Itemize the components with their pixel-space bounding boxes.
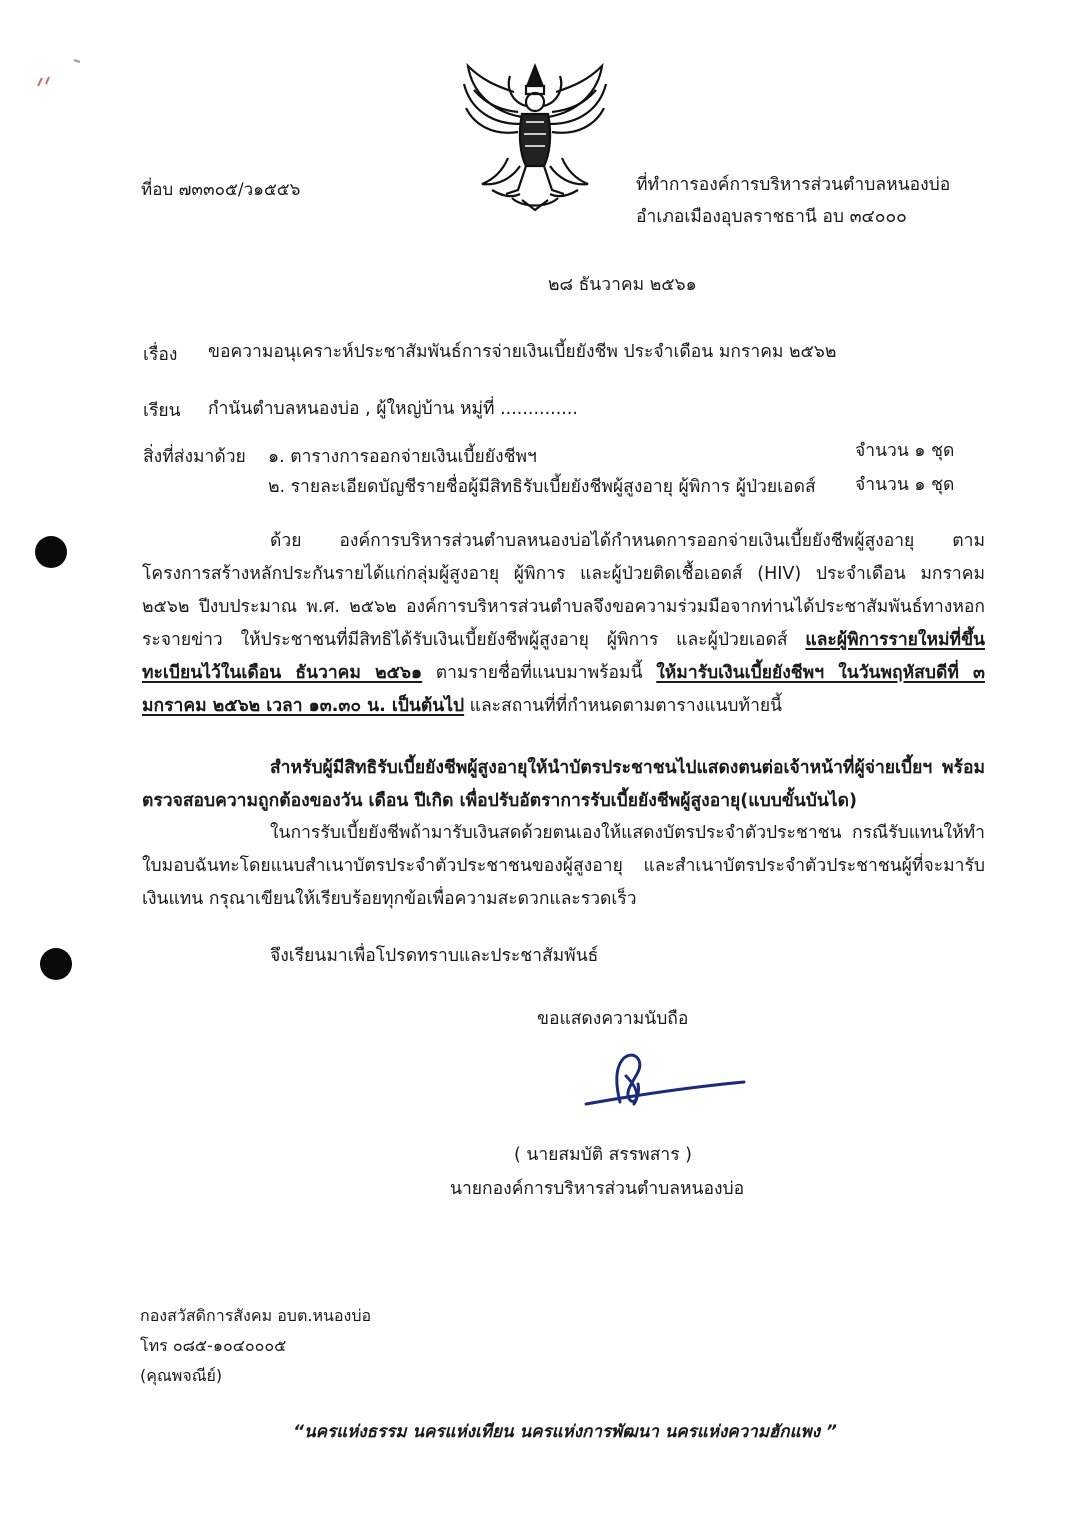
salutation-to-text: กำนันตำบลหนองบ่อ , ผู้ใหญ่บ้าน หมู่ที่ .............. (208, 399, 578, 419)
stray-ink-mark (36, 56, 86, 96)
body-paragraph-3 (142, 817, 985, 916)
body-p1-location: และสถานที่ที่กำหนดตามตารางแนบท้ายนี้ (464, 696, 783, 716)
body-paragraph-2 (142, 752, 985, 818)
enclosures-label: สิ่งที่ส่งมาด้วย (143, 447, 246, 467)
handwritten-signature (580, 1046, 750, 1116)
footer-department: กองสวัสดิการสังคม อบต.หนองบ่อ (140, 1306, 372, 1325)
footer-slogan: “นครแห่งธรรม นครแห่งเทียน นครแห่งการพัฒนา นครแห่งความฮักแพง ” (293, 1422, 837, 1442)
letter-date: ๒๘ ธันวาคม ๒๕๖๑ (548, 275, 697, 295)
enclosure-item-1-qty: จำนวน ๑ ชุด (855, 441, 955, 461)
punch-hole-bottom (40, 948, 72, 980)
body-p1-attached: ตามรายชื่อที่แนบมาพร้อมนี้ (422, 663, 657, 683)
punch-hole-top (35, 536, 67, 568)
subject-text: ขอความอนุเคราะห์ประชาสัมพันธ์การจ่ายเงินเบี้ยยังชีพ ประจำเดือน มกราคม ๒๕๖๒ (208, 342, 837, 362)
body-p1-new-registrants: และผู้พิการรายใหม่ที่ขึ้นทะเบียนไว้ในเดือน ธันวาคม ๒๕๖๑ (142, 630, 985, 683)
body-paragraph-1 (142, 525, 985, 723)
body-p1-payment-date: ให้มารับเงินเบี้ยยังชีพฯ ในวันพฤหัสบดีที่ ๓ มกราคม ๒๕๖๒ เวลา ๑๓.๓๐ น. เป็นต้นไป (142, 663, 986, 716)
subject-label: เรื่อง (143, 345, 178, 365)
footer-phone: โทร ๐๘๕-๑๐๔๐๐๐๕ (140, 1336, 287, 1355)
enclosure-item-1: ๑. ตารางการออกจ่ายเงินเบี้ยยังชีพฯ (268, 447, 537, 467)
closing-salutation: ขอแสดงความนับถือ (537, 1009, 689, 1029)
sender-address-line1: ที่ทำการองค์การบริหารส่วนตำบลหนองบ่อ (636, 175, 951, 195)
sender-address-line2: อำเภอเมืองอุบลราชธานี อบ ๓๔๐๐๐ (636, 207, 907, 227)
garuda-emblem-icon (462, 62, 608, 212)
body-p2-text: สำหรับผู้มีสิทธิรับเบี้ยยังชีพผู้สูงอายุให้นำบัตรประชาชนไปแสดงตนต่อเจ้าหน้าที่ผู้จ่ายเบี้ยฯ พร้อมตรวจสอบความถูกต้องของวัน เดือน ปีเกิด เพื่อปรับอัตราการรับเบี้ยยังชีพผู้สูงอายุ(แบบขั้นบันได) (142, 758, 985, 811)
body-p1-intro: ด้วย องค์การบริหารส่วนตำบลหนองบ่อได้กำหนดการออกจ่ายเงินเบี้ยยังชีพผู้สูงอายุ ตามโครงการสร้างหลักประกันรายได้แก่กลุ่มผู้สูงอายุ ผู้พิการ และผู้ป่วยติดเชื้อเอดส์ (HIV) ประจำเดือน มกราคม ๒๕๖๒ ปีงบประมาณ พ.ศ. ๒๕๖๒ องค์การบริหารส่วนตำบลจึงขอความร่วมมือจากท่านได้ประชาสัมพันธ์ทางหอกระจายข่าว ให้ประชาชนที่มีสิทธิได้รับเงินเบี้ยยังชีพผู้สูงอายุ ผู้พิการ และผู้ป่วยเอดส์ (142, 531, 985, 650)
enclosure-item-2: ๒. รายละเอียดบัญชีรายชื่อผู้มีสิทธิรับเบี้ยยังชีพผู้สูงอายุ ผู้พิการ ผู้ป่วยเอดส์ (268, 477, 816, 497)
footer-contact-person: (คุณพจณีย์) (140, 1366, 223, 1385)
body-paragraph-4: จึงเรียนมาเพื่อโปรดทราบและประชาสัมพันธ์ (270, 946, 599, 966)
signatory-name: ( นายสมบัติ สรรพสาร ) (514, 1145, 692, 1165)
enclosure-item-2-qty: จำนวน ๑ ชุด (855, 475, 955, 495)
signatory-position: นายกองค์การบริหารส่วนตำบลหนองบ่อ (450, 1179, 745, 1199)
reference-number: ที่อบ ๗๓๓๐๕/ว๑๕๕๖ (141, 180, 301, 200)
body-p3-text: ในการรับเบี้ยยังชีพถ้ามารับเงินสดด้วยตนเองให้แสดงบัตรประจำตัวประชาชน กรณีรับแทนให้ทำใบมอบฉันทะโดยแนบสำเนาบัตรประจำตัวประชาชนของผู้สูงอายุ และสำเนาบัตรประจำตัวประชาชนผู้ที่จะมารับเงินแทน กรุณาเขียนให้เรียบร้อยทุกข้อเพื่อความสะดวกและรวดเร็ว (142, 823, 985, 909)
salutation-to-label: เรียน (143, 401, 181, 421)
